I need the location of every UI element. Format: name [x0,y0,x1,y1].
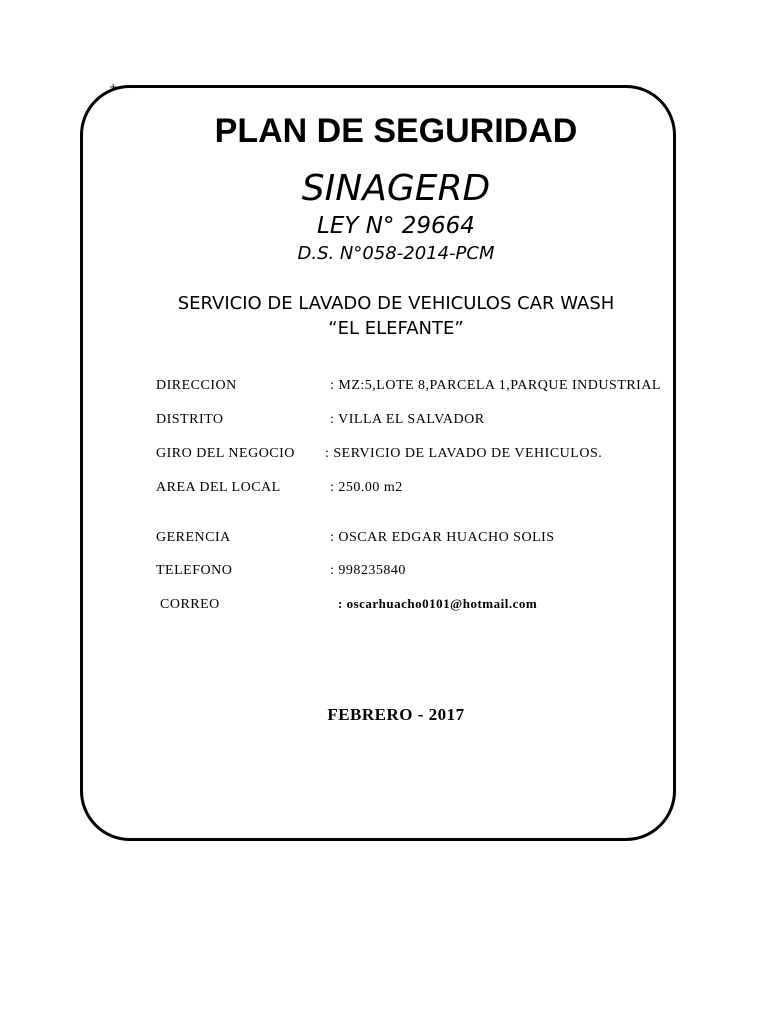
law-number: LEY N° 29664 [317,213,475,239]
info-value: : VILLA EL SALVADOR [330,412,485,427]
service-name-line1: SERVICIO DE LAVADO DE VEHICULOS CAR WASH [177,293,615,314]
info-label: TELEFONO [156,563,233,578]
info-value: : 250.00 m2 [330,480,403,495]
info-row-direccion [156,378,661,394]
info-label: DISTRITO [156,412,224,427]
plus-mark: + [109,82,118,93]
info-label: GIRO DEL NEGOCIO [156,446,295,461]
info-value: : SERVICIO DE LAVADO DE VEHICULOS. [325,446,603,461]
info-value: : OSCAR EDGAR HUACHO SOLIS [330,530,555,545]
sinagerd-heading: SINAGERD [301,168,491,209]
info-value: : MZ:5,LOTE 8,PARCELA 1,PARQUE INDUSTRIAL [330,378,661,393]
info-label: DIRECCION [156,378,237,393]
document-date: FEBRERO - 2017 [327,705,465,724]
info-label: AREA DEL LOCAL [156,480,281,495]
info-value: : oscarhuacho0101@hotmail.com [338,596,538,611]
info-label: CORREO [160,597,220,612]
info-row-giro [156,446,602,462]
info-row-telefono [156,563,406,579]
decree-number: D.S. N°058-2014-PCM [297,243,495,264]
service-name-line2: “EL ELEFANTE” [328,318,464,339]
info-row-gerencia [156,530,555,546]
info-label: GERENCIA [156,530,231,545]
info-row-area [156,480,403,496]
info-row-distrito [156,412,485,428]
document-title: PLAN DE SEGURIDAD [214,112,578,150]
info-value: : 998235840 [330,563,406,578]
info-row-correo [160,596,537,613]
